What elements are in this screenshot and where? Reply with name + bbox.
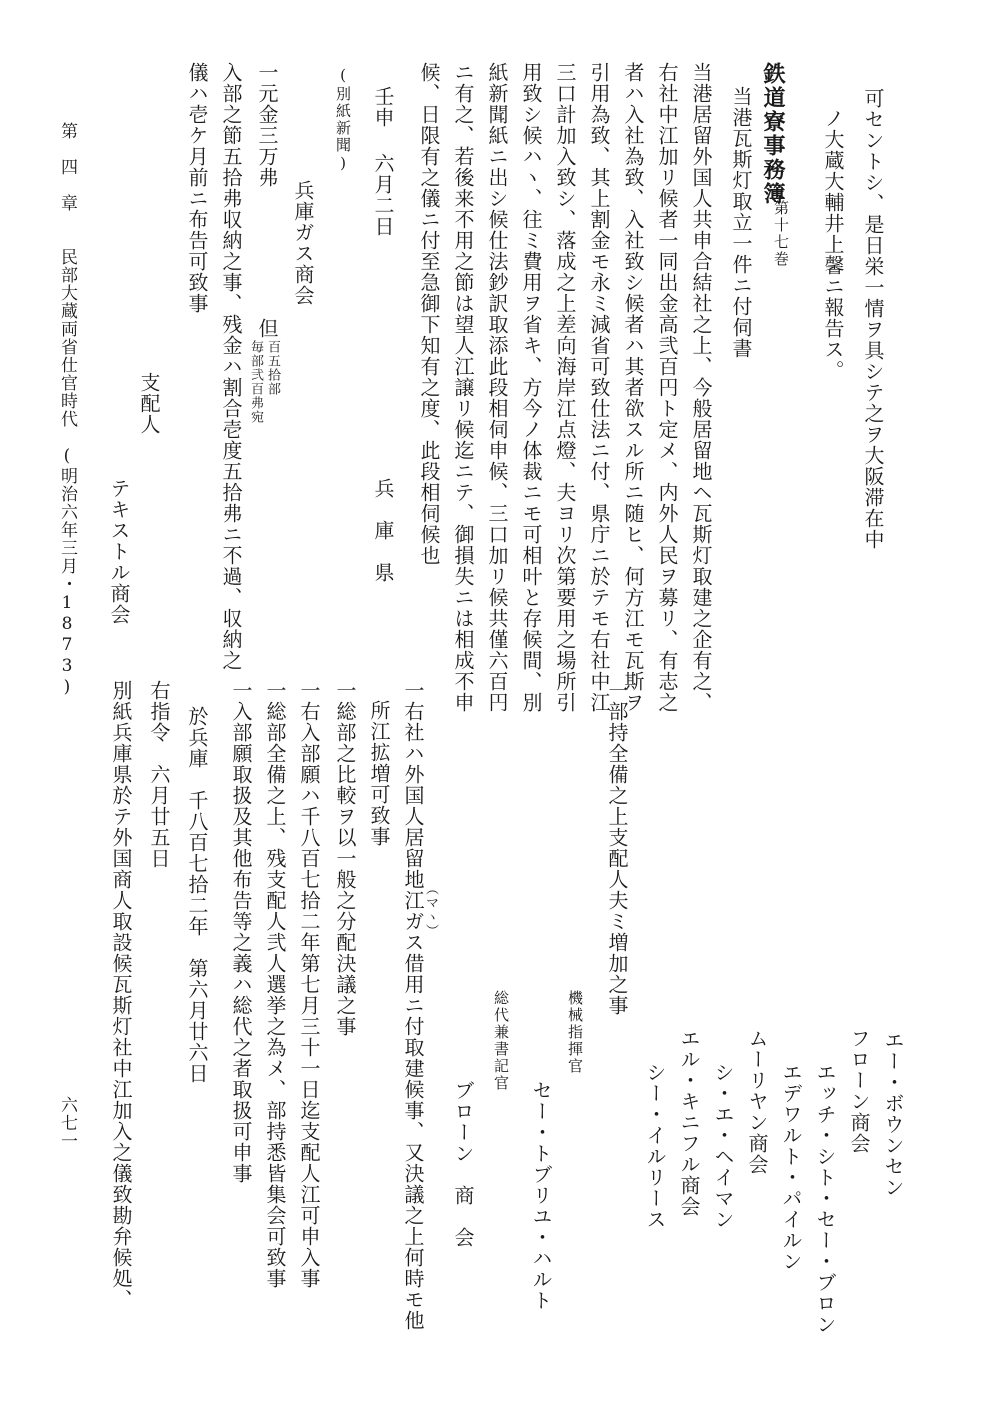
share-count: 百五拾部	[265, 340, 280, 396]
company-name: 兵庫ガス商会	[291, 180, 315, 306]
member-4: シ・エ・ヘイマン	[711, 1062, 735, 1230]
bottom-line-9: 別紙兵庫県於テ外国商人取設候瓦斯灯社中江加入之儀致勘弁候処、	[109, 680, 133, 1310]
document-date: 壬申 六月二日	[371, 86, 395, 237]
bottom-line-2: 所江拡増可致事	[367, 700, 391, 847]
body-line-4: 引用為致、其上割金モ永ミ減省可致仕法ニ付、県庁ニ於テモ右社中江	[587, 62, 611, 713]
page-number: 六七一	[57, 1096, 77, 1150]
textile-company: テキストル商会	[107, 478, 131, 625]
bottom-line-7: 於兵庫 千八百七拾二年 第六月廿六日	[185, 706, 209, 1084]
chapter-footer: 第 四 章 民部大蔵両省仕官時代 (明治六年三月・1873)	[57, 122, 77, 698]
book-title: 鉄道寮事務簿	[760, 62, 786, 206]
bottom-line-1: 一右社ハ外国人居留地江ガス借用ニ付取建候事、又決議之上何時モ他	[401, 680, 425, 1331]
role-secretary-name: ブローン 商 会	[451, 1080, 475, 1248]
member-3: エデワルト・パイルン	[779, 1062, 803, 1272]
body-line-2: 右社中江加リ候者一同出金高弐百円ト定メ、内外人民ヲ募リ、有志之	[655, 62, 679, 713]
body-line-6: 用致シ候ハヽ、往ミ費用ヲ省キ、方今ノ体裁ニモ可相叶と存候間、別	[519, 62, 543, 713]
top-line-2: ノ大蔵大輔井上馨ニ報告ス。	[821, 108, 845, 381]
item-notice: 儀ハ壱ケ月前ニ布告可致事	[185, 62, 209, 314]
section-subtitle: 当港瓦斯灯取立一件ニ付伺書	[729, 86, 753, 359]
attachment-note: (別紙新聞)	[334, 66, 352, 174]
item-payment: 入部之節五拾弗収納之事、残金ハ割合壱度五拾弗ニ不過、収納之	[219, 62, 243, 671]
role-machinery-name: セー・トブリユ・ハルト	[529, 1080, 553, 1311]
member-2: エッチ・シト・セー・ブロン	[813, 1062, 837, 1335]
member-1: エー・ボウンセン	[881, 1030, 905, 1198]
member-5: シー・イルリース	[643, 1062, 667, 1230]
document-sender: 兵 庫 県	[371, 478, 395, 583]
bottom-line-6: 一入部願取扱及其他布告等之義ハ総代之者取扱可申事	[229, 680, 253, 1184]
member-company-1: フローン商会	[847, 1028, 871, 1154]
share-price: 毎部弐百弗宛	[248, 340, 263, 424]
bottom-line-5: 一総部全備之上、残支配人弐人選挙之為メ、部持悉皆集会可致事	[263, 680, 287, 1289]
body-line-9: 候、日限有之儀ニ付至急御下知有之度、此段相伺候也	[417, 62, 441, 566]
role-machinery: 機械指揮官	[566, 990, 584, 1075]
body-line-1: 当港居留外国人共申合結社之上、今般居留地ヘ瓦斯灯取建之企有之、	[689, 62, 713, 713]
top-line-1: 可セントシ、是日栄一情ヲ具シテ之ヲ大阪滞在中	[861, 88, 885, 550]
volume-label: 第十七巻	[772, 200, 790, 268]
member-company-3: エル・キニフル商会	[677, 1028, 701, 1217]
body-line-8: ニ有之、若後来不用之節は望人江譲リ候迄ニテ、御損失ニは相成不申	[451, 62, 475, 713]
body-line-3: 者ハ入社為致、入社致シ候者ハ其者欲スル所ニ随ヒ、何方江モ瓦斯ヲ	[621, 62, 645, 713]
body-line-5: 三口計加入致シ、落成之上差向海岸江点燈、夫ヨリ次第要用之場所引	[553, 62, 577, 713]
bottom-line-4: 一右入部願ハ千八百七拾二年第七月三十一日迄支配人江可申入事	[297, 680, 321, 1289]
bottom-item-a: 一部持全備之上支配人夫ミ増加之事	[605, 680, 629, 1016]
bottom-line-3: 一総部之比較ヲ以一般之分配決議之事	[333, 680, 357, 1037]
body-line-7: 紙新聞紙ニ出シ候仕法鈔訳取添此段相伺申候、三口加リ候共僅六百円	[485, 62, 509, 713]
tadashi-label: 但	[255, 318, 279, 339]
mama-marker: （マヽ）	[423, 882, 438, 938]
role-secretary: 総代兼書記官	[492, 990, 510, 1092]
bottom-line-8: 右指令 六月廿五日	[147, 680, 171, 869]
member-company-2: ムーリヤン商会	[745, 1028, 769, 1175]
item-capital: 一元金三万弗	[255, 62, 279, 188]
manager-label: 支配人	[137, 372, 161, 435]
